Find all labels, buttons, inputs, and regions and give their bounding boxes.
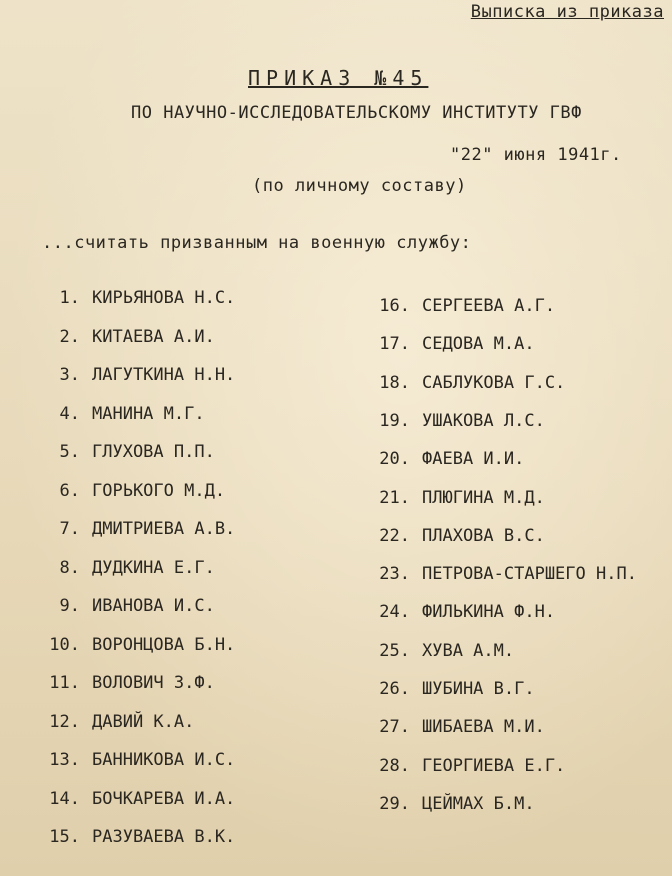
- item-number: 10.: [49, 634, 80, 655]
- person-name: КИРЬЯНОВА Н.С.: [92, 288, 236, 308]
- item-number: 21.: [379, 487, 410, 508]
- item-number: 8.: [59, 557, 80, 578]
- item-number: 4.: [59, 403, 80, 424]
- person-name: ВОЛОВИЧ З.Ф.: [92, 673, 215, 693]
- item-number: 29.: [379, 793, 410, 814]
- list-item: [0, 296, 555, 316]
- item-number: 19.: [379, 410, 410, 431]
- list-item: [0, 411, 545, 431]
- list-item: [0, 334, 535, 354]
- person-name: САБЛУКОВА Г.С.: [422, 372, 566, 393]
- person-name: ЛАГУТКИНА Н.Н.: [92, 365, 236, 385]
- item-number: 11.: [49, 673, 80, 693]
- person-name: ШУБИНА В.Г.: [422, 679, 535, 699]
- person-name: СЕДОВА М.А.: [422, 334, 535, 355]
- item-number: 5.: [59, 442, 80, 462]
- list-item: [0, 756, 565, 776]
- person-name: ДАВИЙ К.А.: [92, 711, 195, 732]
- person-name: ПЛЮГИНА М.Д.: [422, 487, 545, 508]
- person-name: ИВАНОВА И.С.: [92, 596, 215, 616]
- person-name: ВОРОНЦОВА Б.Н.: [92, 634, 236, 655]
- item-number: 20.: [379, 449, 410, 470]
- list-item: [0, 717, 545, 737]
- list-item: [0, 488, 545, 508]
- person-name: КИТАЕВА А.И.: [92, 326, 215, 347]
- order-date: "22" июня 1941г.: [450, 145, 622, 165]
- person-name: ДУДКИНА Е.Г.: [92, 557, 215, 578]
- item-number: 17.: [379, 334, 410, 355]
- extract-label: Выписка из приказа: [470, 2, 664, 22]
- list-item: [0, 449, 524, 469]
- list-item: [0, 526, 545, 546]
- item-number: 26.: [379, 679, 410, 699]
- person-name: БАННИКОВА И.С.: [92, 750, 236, 770]
- item-number: 1.: [59, 288, 80, 308]
- item-number: 25.: [379, 640, 410, 661]
- person-name: ГЕОРГИЕВА Е.Г.: [422, 755, 566, 776]
- item-number: 9.: [59, 596, 80, 616]
- list-item: [0, 827, 235, 847]
- item-number: 12.: [49, 711, 80, 732]
- personnel-note: (по личному составу): [252, 176, 467, 196]
- list-item: [0, 679, 535, 699]
- list-item: [0, 373, 565, 393]
- item-number: 15.: [49, 827, 80, 847]
- person-name: ДМИТРИЕВА А.В.: [92, 519, 236, 539]
- person-name: ЦЕЙМАХ Б.М.: [422, 793, 535, 814]
- person-name: ПЛАХОВА В.С.: [422, 525, 545, 546]
- item-number: 23.: [379, 564, 410, 585]
- person-name: БОЧКАРЕВА И.А.: [92, 788, 236, 809]
- item-number: 16.: [379, 296, 410, 316]
- list-item: [0, 602, 555, 622]
- item-number: 3.: [59, 365, 80, 385]
- list-item: [0, 564, 637, 584]
- item-number: 7.: [59, 519, 80, 539]
- person-name: СЕРГЕЕВА А.Г.: [422, 296, 556, 316]
- order-title: ПРИКАЗ №45: [248, 66, 429, 90]
- person-name: ПЕТРОВА-СТАРШЕГО Н.П.: [422, 564, 637, 585]
- item-number: 28.: [379, 755, 410, 776]
- item-number: 13.: [49, 750, 80, 770]
- institute-line: ПО НАУЧНО-ИССЛЕДОВАТЕЛЬСКОМУ ИНСТИТУТУ ГВФ: [131, 103, 582, 123]
- item-number: 27.: [379, 717, 410, 738]
- person-name: УШАКОВА Л.С.: [422, 410, 545, 431]
- person-name: ГОРЬКОГО М.Д.: [92, 480, 226, 501]
- person-name: ХУВА А.М.: [422, 640, 515, 661]
- item-number: 22.: [379, 525, 410, 546]
- item-number: 24.: [379, 602, 410, 623]
- person-name: ШИБАЕВА М.И.: [422, 717, 545, 738]
- list-item: [0, 641, 514, 661]
- person-name: ФАЕВА И.И.: [422, 449, 525, 470]
- item-number: 14.: [49, 788, 80, 809]
- person-name: МАНИНА М.Г.: [92, 403, 205, 424]
- intro-line: ...считать призванным на военную службу:: [42, 233, 472, 253]
- list-item: [0, 794, 535, 814]
- person-name: ФИЛЬКИНА Ф.Н.: [422, 602, 556, 623]
- item-number: 6.: [59, 480, 80, 501]
- person-name: ГЛУХОВА П.П.: [92, 442, 215, 462]
- person-name: РАЗУВАЕВА В.К.: [92, 827, 236, 847]
- item-number: 18.: [379, 372, 410, 393]
- item-number: 2.: [59, 326, 80, 347]
